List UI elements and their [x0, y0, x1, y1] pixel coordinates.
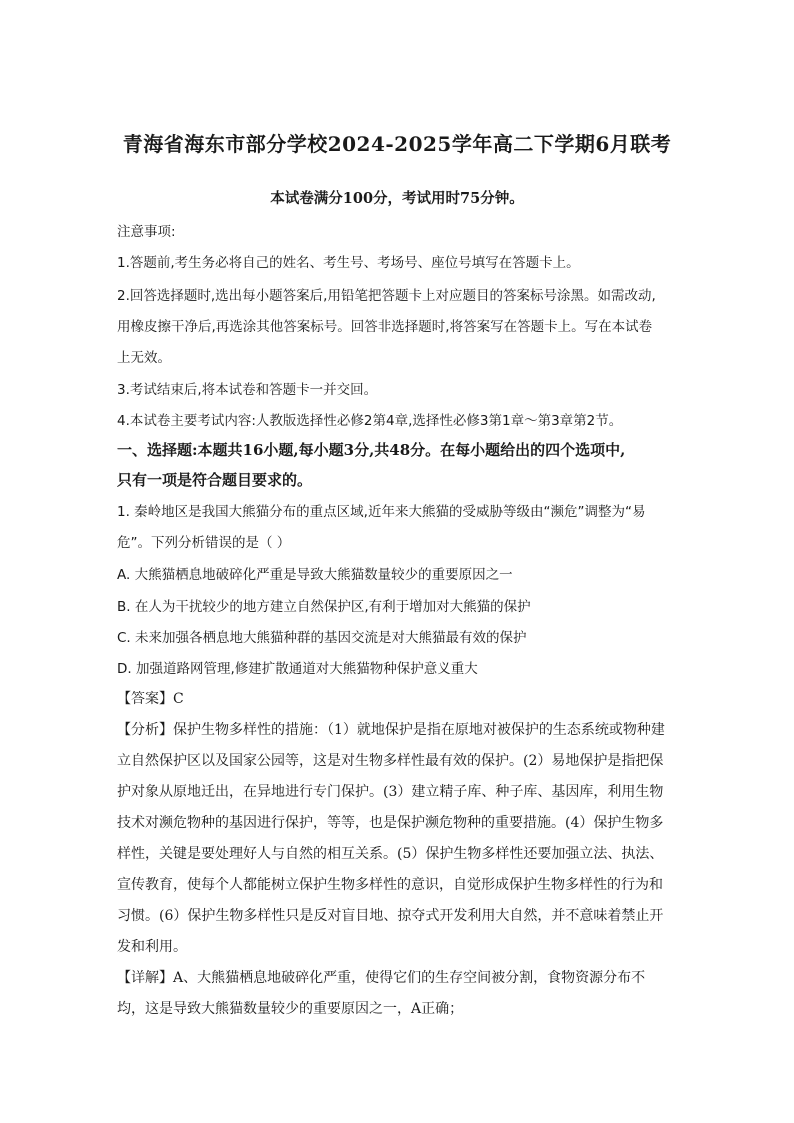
- notice-line: 4.本试卷主要考试内容:人教版选择性必修2第4章,选择性必修3第1章～第3章第2节。: [117, 413, 623, 429]
- section-heading: 一、选择题:本题共16小题,每小题3分,共48分。在每小题给出的四个选项中,: [117, 441, 626, 459]
- detail-line: 【详解】A、大熊猫栖息地破碎化严重，使得它们的生存空间被分割，食物资源分布不: [117, 970, 646, 986]
- notice-line: 3.考试结束后,将本试卷和答题卡一并交回。: [117, 382, 378, 398]
- detail-line: 均，这是导致大熊猫数量较少的重要原因之一，A正确；: [117, 1001, 464, 1017]
- option-a: A. 大熊猫栖息地破碎化严重是导致大熊猫数量较少的重要原因之一: [117, 567, 513, 583]
- document-title: 青海省海东市部分学校2024-2025学年高二下学期6月联考: [122, 132, 672, 156]
- analysis-line: 护对象从原地迁出，在异地进行专门保护。(3）建立精子库、种子库、基因库，利用生物: [117, 784, 664, 800]
- analysis-line: 宣传教育，使每个人都能树立保护生物多样性的意识，自觉形成保护生物多样性的行为和: [117, 877, 663, 893]
- option-b: B. 在人为干扰较少的地方建立自然保护区,有利于增加对大熊猫的保护: [117, 599, 531, 615]
- answer-line: 【答案】C: [117, 691, 184, 707]
- analysis-line: 技术对濒危物种的基因进行保护，等等，也是保护濒危物种的重要措施。(4）保护生物多: [117, 815, 664, 831]
- analysis-line: 习惯。(6）保护生物多样性只是反对盲目地、掠夺式开发利用大自然，并不意味着禁止开: [117, 908, 664, 924]
- option-d: D. 加强道路网管理,修建扩散通道对大熊猫物种保护意义重大: [117, 661, 478, 677]
- notice-line: 用橡皮擦干净后,再选涂其他答案标号。回答非选择题时,将答案写在答题卡上。写在本试卷: [117, 319, 653, 335]
- analysis-line: 样性，关键是要处理好人与自然的相互关系。(5）保护生物多样性还要加强立法、执法、: [117, 846, 664, 862]
- document-subtitle: 本试卷满分100分，考试用时75分钟。: [270, 190, 524, 207]
- analysis-line: 立自然保护区以及国家公园等，这是对生物多样性最有效的保护。(2）易地保护是指把保: [117, 753, 664, 769]
- analysis-line: 发和利用。: [117, 939, 187, 955]
- question-stem: 危”。下列分析错误的是（ ）: [117, 535, 291, 551]
- section-heading: 只有一项是符合题目要求的。: [117, 471, 313, 489]
- question-stem: 1. 秦岭地区是我国大熊猫分布的重点区域,近年来大熊猫的受威胁等级由“濒危”调整为“易: [117, 504, 646, 520]
- option-c: C. 未来加强各栖息地大熊猫种群的基因交流是对大熊猫最有效的保护: [117, 630, 527, 646]
- notice-line: 2.回答选择题时,选出每小题答案后,用铅笔把答题卡上对应题目的答案标号涂黑。如需改动,: [117, 288, 656, 304]
- notice-heading: 注意事项:: [117, 224, 176, 240]
- analysis-line: 【分析】保护生物多样性的措施：（1）就地保护是指在原地对被保护的生态系统或物种建: [117, 722, 665, 738]
- notice-line: 1.答题前,考生务必将自己的姓名、考生号、考场号、座位号填写在答题卡上。: [117, 255, 580, 271]
- notice-line: 上无效。: [117, 350, 171, 366]
